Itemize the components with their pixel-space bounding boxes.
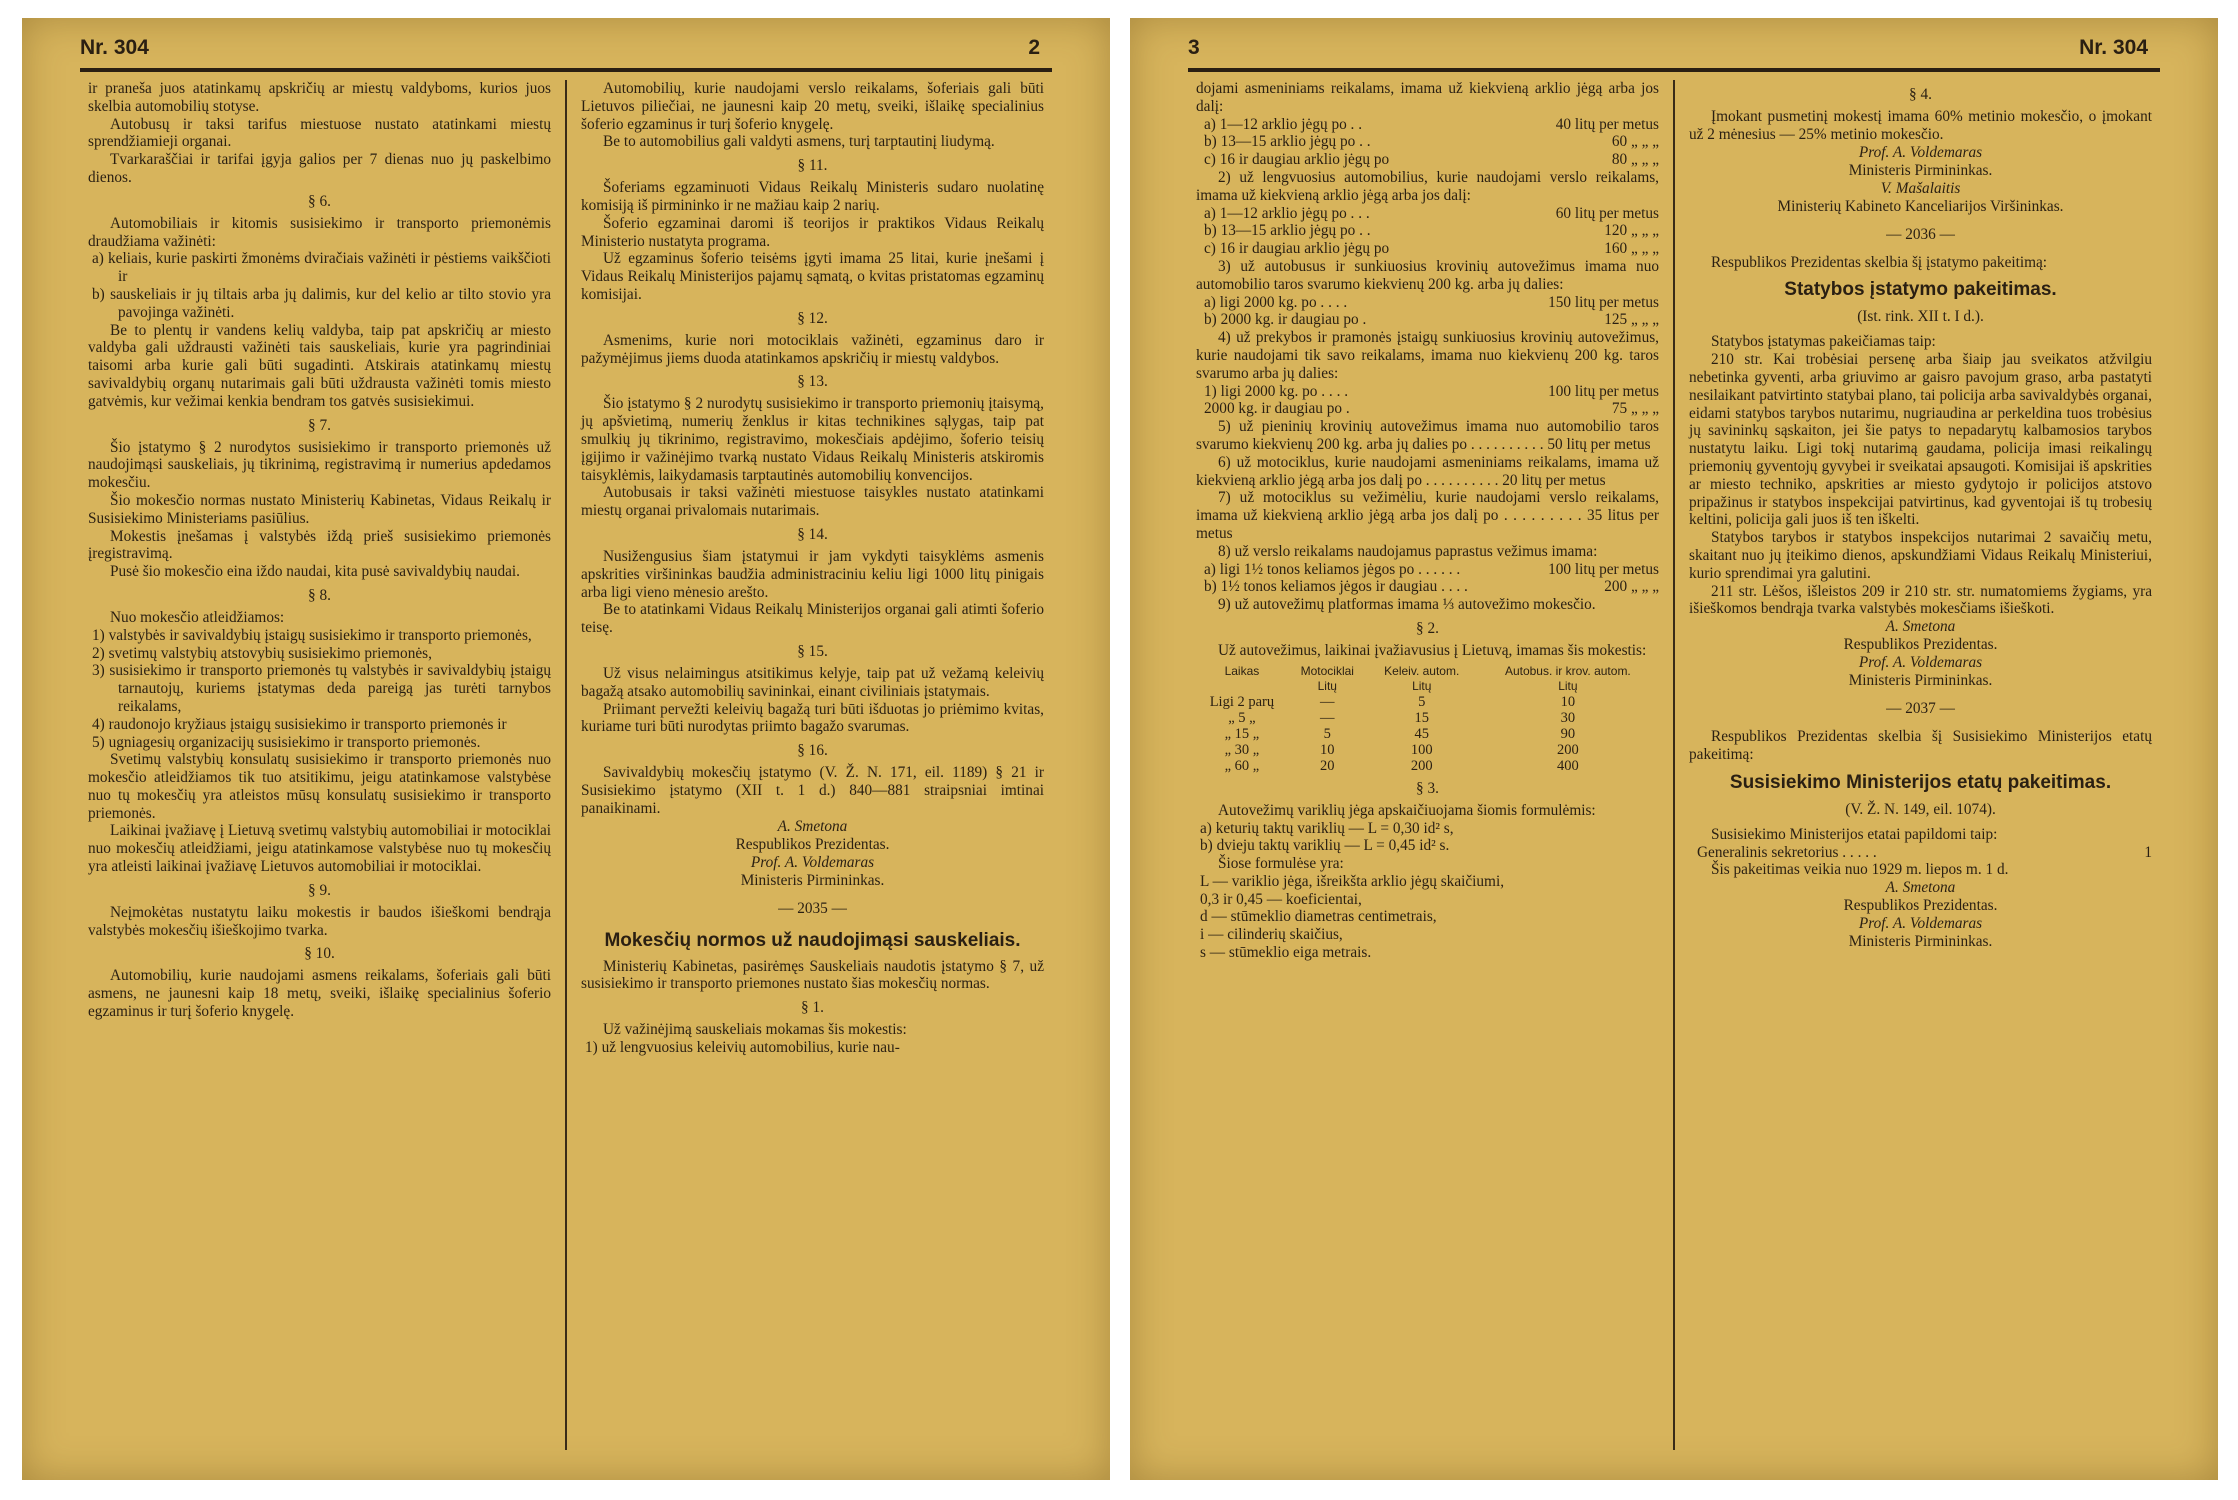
table-cell: — [1320, 709, 1335, 726]
paragraph: Šio įstatymo § 2 nurodytos susisiekimo ir transporto priemonės už naudojimąsi sauskeliais, jų tikrinimą, registravimą ir numerius apdedamos mokesčiu. [88, 438, 551, 492]
rate-value: 125 „ „ „ [1604, 311, 1659, 329]
table-row [1196, 758, 1659, 774]
table-row [1196, 742, 1659, 758]
left-page [22, 18, 1110, 1480]
rate-label: 1) ligi 2000 kg. po . . . . [1204, 382, 1349, 400]
signatory-title: Respublikos Prezidentas. [1843, 636, 1998, 654]
page-header [22, 28, 1110, 72]
table-cell: 15 [1414, 709, 1429, 726]
rate-label: c) 16 ir daugiau arklio jėgų po [1204, 240, 1390, 258]
list-item: L — variklio jėga, išreikšta arklio jėgų skaičiumi, [1200, 872, 1505, 890]
text-column-1 [80, 80, 559, 1450]
header-rule [1188, 68, 2160, 72]
rate-line [1689, 844, 2152, 862]
paragraph: Priimant pervežti keleivių bagažą turi būti išduotas jo priėmimo kvitas, kuriame turi būti nurodytas priimto bagažo svarumas. [581, 700, 1044, 736]
table-row [1196, 710, 1659, 726]
rate-line [1196, 133, 1659, 151]
table-cell: 10 [1320, 741, 1335, 758]
rate-line [1196, 205, 1659, 223]
paragraph: 4) už prekybos ir pramonės įstaigų sunkiuosius krovinių autovežimus, kurie naudojami tik savo reikalams, imama nuo kiekvienų 200 kg. taros svarumo arba jų dalies: [1196, 329, 1659, 382]
table-cell: 30 [1560, 709, 1576, 726]
paragraph: Be to automobilius gali valdyti asmens, turį tarptautinį liudymą. [603, 133, 995, 151]
table-cell: 20 [1320, 757, 1335, 774]
signatory-title: Ministerių Kabineto Kanceliarijos Viršininkas. [1777, 197, 2064, 215]
paragraph: Savivaldybių mokesčių įstatymo (V. Ž. N. 171, eil. 1189) § 21 ir Susisiekimo įstatymo (XII t. 1 d.) 840—881 straipsniai imtinai panaikinami. [581, 764, 1044, 817]
list-item: 2) svetimų valstybių atstovybių susisiekimo priemonės, [92, 644, 432, 662]
paragraph: 210 str. Kai trobėsiai persenę arba šiaip jau sveikatos atžvilgiu nebetinka gyventi, arba griuvimo ar gaisro pavojum graso, arba pastatyti nesilaikant patvirtinto statybai plano, tai policija arba savivaldybės organai, eidami statybos tarybos nutarimu, nugriaudina ar perkeldina tuos trobėsius jų savininkų sąskaiton, jei šie patys to nepadarytų kalbamosios tarybos nustatytu laiku. Ligi tokį nutarimą gaudama, policija imasi reikalingų priemonių gyventojų gyvybei ir sveikatai apsaugoti. Komisijai iš apskrities ar miesto techniko, apskrities ar miesto gydytojo ir policijos atstovo pripažinus ir statybos inspekcijai patvirtinus, kad gyventojai iš tų trobesių keltini, policija gali juos iš ten iškelti. [1689, 351, 2152, 529]
paragraph: Be to plentų ir vandens kelių valdyba, taip pat apskričių ar miesto valdyba gali uždrausti važinėti tais sauskeliais, kurie yra pagrindiniai taisomi arba kurie gali būti sugadinti. Atskirais atatinkamų miestų savivaldybių organų nutarimais gali būti uždrausta važinėti tomis miesto gatvėmis, kur vežimai kenkia bendram tos gatvės susisiekimui. [88, 321, 551, 410]
act-title: Susisiekimo Ministerijos etatų pakeitimas. [1729, 771, 2112, 793]
table-unit-row [1196, 679, 1659, 694]
rate-value: 100 litų per metus [1548, 382, 1659, 400]
signatory-name: A. Smetona [1885, 879, 1956, 897]
right-page [1130, 18, 2218, 1480]
section-heading: § 7. [308, 416, 331, 434]
paragraph: Svetimų valstybių konsulatų susisiekimo ir transporto priemonės nuo mokesčio atleidžiamos tik tuo atsitikimu, jeigu atatinkamose valstybėse nuo tų mokesčių yra atleistos mūsų konsulatų susisiekimo ir transporto priemonės. [88, 751, 551, 822]
paragraph: Statybos įstatymas pakeičiamas taip: [1711, 333, 1936, 351]
paragraph: 3) už autobusus ir sunkiuosius krovinių autovežimus imama nuo automobilio taros svarumo kiekvienų 200 kg. arba jų dalies: [1196, 257, 1659, 293]
paragraph: Tvarkaraščiai ir tarifai įgyja galios per 7 dienas nuo jų paskelbimo dienos. [88, 151, 551, 186]
rate-label: 2000 kg. ir daugiau po . [1204, 400, 1350, 418]
table-cell: 100 [1410, 741, 1433, 758]
rate-label: b) 13—15 arklio jėgų po . . [1204, 133, 1371, 151]
column-divider [1673, 80, 1675, 1450]
table-cell: „ 15 „ [1224, 725, 1260, 742]
signature-block [581, 818, 1044, 890]
section-heading: § 2. [1416, 619, 1439, 637]
rate-line [1196, 116, 1659, 134]
paragraph: Pusė šio mokesčio eina iždo naudai, kita pusė savivaldybių naudai. [110, 563, 520, 581]
act-title: Mokesčių normos už naudojimąsi sauskeliais. [604, 929, 1021, 951]
paragraph: Neįmokėtas nustatytu laiku mokestis ir baudos išieškomi bendrąja valstybės mokesčių išieškojimo tvarka. [88, 903, 551, 939]
act-number: — 2035 — [778, 899, 847, 917]
paragraph: 8) už verslo reikalams naudojamus paprastus vežimus imama: [1218, 542, 1598, 560]
paragraph: Respublikos Prezidentas skelbia šį įstatymo pakeitimą: [1711, 253, 2048, 271]
paragraph: Automobiliais ir kitomis susisiekimo ir transporto priemonėmis draudžiama važinėti: [88, 214, 551, 250]
list-item: 1) už lengvuosius keleivių automobilius, kurie nau- [585, 1038, 900, 1056]
signatory-title: Ministeris Pirmininkas. [1848, 933, 1993, 951]
list-item: a) keturių taktų variklių — L = 0,30 id² s, [1200, 819, 1454, 837]
table-cell: „ 60 „ [1224, 757, 1260, 774]
section-heading: § 4. [1909, 86, 1932, 103]
page-number: 2 [1028, 36, 1040, 59]
paragraph: 2) už lengvuosius automobilius, kurie naudojami verslo reikalams, imama už kiekvieną arklio jėgą arba jos dalį: [1196, 168, 1659, 204]
table-cell: 45 [1414, 725, 1429, 742]
rate-value: 150 litų per metus [1548, 293, 1659, 311]
table-cell: 90 [1560, 725, 1576, 742]
signatory-name: Prof. A. Voldemaras [1858, 654, 1983, 672]
table-row [1196, 726, 1659, 742]
list-item: i — cilinderių skaičius, [1200, 926, 1343, 944]
act-reference: (V. Ž. N. 149, eil. 1074). [1845, 800, 1996, 818]
paragraph: Šio mokesčio normas nustato Ministerių Kabinetas, Vidaus Reikalų ir Susisiekimo Ministeriams pasiūlius. [88, 491, 551, 527]
table-unit-cell: Litų [1412, 678, 1432, 693]
paragraph: Nuo mokesčio atleidžiamos: [110, 608, 285, 626]
rate-label: Generalinis sekretorius . . . . . [1697, 843, 1877, 861]
list-item: b) dvieju taktų variklių — L = 0,45 id² s. [1200, 837, 1450, 855]
section-heading: § 9. [308, 881, 331, 899]
signatory-title: Ministeris Pirmininkas. [1848, 161, 1993, 179]
signatory-name: Prof. A. Voldemaras [750, 853, 875, 871]
table-header-cell: Motociklai [1300, 663, 1354, 678]
rate-label: b) 13—15 arklio jėgų po . . [1204, 222, 1371, 240]
paragraph: Respublikos Prezidentas skelbia šį Susisiekimo Ministerijos etatų pakeitimą: [1689, 728, 2152, 763]
columns [1188, 80, 2160, 1450]
rate-line [1196, 222, 1659, 240]
paragraph: 6) už motociklus, kurie naudojami asmeniniams reikalams, imama už kiekvieną arklio jėgą arba jos dalį po . . . . . . . . . . 20 litų per metus [1196, 453, 1659, 489]
rate-value: 75 „ „ „ [1611, 400, 1659, 418]
paragraph: Už visus nelaimingus atsitikimus kelyje, taip pat už vežamą keleivių bagažą atsako automobilių savininkai, einant civiliniais įstatymais. [581, 664, 1044, 700]
rate-label: b) 1½ tonos keliamos jėgos ir daugiau . . . . [1204, 578, 1468, 596]
issue-number: Nr. 304 [2079, 36, 2148, 59]
columns [80, 80, 1052, 1450]
signatory-name: Prof. A. Voldemaras [1858, 143, 1983, 161]
table-header-cell: Autobus. ir krov. autom. [1504, 663, 1631, 678]
list-item: 0,3 ir 0,45 — koeficientai, [1200, 890, 1362, 908]
text-column-1 [1188, 80, 1667, 1450]
table-cell: 5 [1418, 693, 1426, 710]
list-item: d — stūmeklio diametras centimetrais, [1200, 908, 1437, 926]
paragraph: Šiose formulėse yra: [1218, 855, 1344, 873]
header-rule [80, 68, 1052, 72]
section-heading: § 10. [304, 945, 335, 963]
rate-line [1196, 383, 1659, 401]
rate-value: 160 „ „ „ [1604, 240, 1659, 258]
table-unit-cell: Litų [1317, 678, 1337, 693]
paragraph: 211 str. Lėšos, išleistos 209 ir 210 str. str. numatomiems žygiams, yra išieškomos bendrąja tvarka valstybės mokesčiams išieškoti. [1689, 582, 2152, 618]
paragraph: 7) už motociklus su vežimėliu, kurie naudojami verslo reikalams, imama už kiekvieną arklio jėgą arba jos dalį po . . . . . . . . . 35 litus per metus [1196, 489, 1659, 542]
paragraph: Autobusais ir taksi važinėti miestuose taisykles nustato atatinkami miestų organai privalomais nutarimais. [581, 484, 1044, 520]
table-cell: 200 [1410, 757, 1433, 774]
paragraph: Mokestis įnešamas į valstybės iždą prieš susisiekimo priemonės įregistravimą. [88, 527, 551, 563]
paragraph: Ministerių Kabinetas, pasirėmęs Sauskeliais naudotis įstatymo § 7, už susisiekimo ir transporto priemones nustato šias mokesčių normas. [581, 957, 1044, 993]
table-cell: „ 5 „ [1228, 709, 1256, 726]
table-header-cell: Laikas [1224, 663, 1260, 678]
paragraph: Šoferiams egzaminuoti Vidaus Reikalų Ministeris sudaro nuolatinę komisiją iš pirmininko ir ne mažiau kaip 2 narių. [581, 179, 1044, 214]
table-row [1196, 694, 1659, 710]
text-column-2 [573, 80, 1052, 1450]
paragraph: Šio įstatymo § 2 nurodytų susisiekimo ir transporto priemonių įtaisymą, jų apšvietimą, numerių ženklus ir kitas technikines sąlygas, taip pat smulkių jų tikrinimo, registravimo, mokesčiais apdėjimo, šoferio teisių įgijimo ir važinėjimo tvarką nustato Vidaus Reikalų Ministeris atskiromis taisyklėmis, laikydamasis tarptautinės automobilių konvencijos. [581, 395, 1044, 484]
paragraph: Šoferio egzaminai daromi iš teorijos ir praktikos Vidaus Reikalų Ministerio nustatyta programa. [581, 214, 1044, 250]
section-heading: § 3. [1416, 779, 1439, 797]
table-cell: 10 [1560, 693, 1576, 710]
paragraph: dojami asmeniniams reikalams, imama už kiekvieną arklio jėgą arba jos dalį: [1196, 80, 1659, 115]
paragraph: Autobusų ir taksi tarifus miestuose nustato atatinkami miestų sprendžiamieji organai. [88, 115, 551, 151]
rate-line [1196, 294, 1659, 312]
section-heading: § 15. [797, 642, 828, 660]
rate-label: a) ligi 1½ tonos keliamos jėgos po . . . . . . [1204, 560, 1461, 578]
rate-line [1196, 151, 1659, 169]
list-item: s — stūmeklio eiga metrais. [1200, 944, 1372, 962]
rate-value: 80 „ „ „ [1611, 151, 1659, 169]
rate-value: 120 „ „ „ [1604, 222, 1659, 240]
signatory-title: Respublikos Prezidentas. [1843, 897, 1998, 915]
paragraph: 5) už pieninių krovinių autovežimus imama nuo automobilio taros svarumo kiekvienų 200 kg. arba jų dalies po . . . . . . . . . . 50 litų per metus [1196, 418, 1659, 453]
signatory-title: Ministeris Pirmininkas. [740, 871, 885, 889]
page-header [1130, 28, 2218, 72]
list-item: b) sauskeliais ir jų tiltais arba jų dalimis, kur del kelio ar tilto stovio yra pavojinga važinėti. [92, 285, 551, 321]
rate-value: 100 litų per metus [1548, 560, 1659, 578]
section-heading: § 16. [797, 742, 828, 760]
paragraph: Automobilių, kurie naudojami asmens reikalams, šoferiais gali būti asmens, ne jaunesni kaip 18 metų, sveiki, išlaikę specialinius šoferio egzaminus ir turį šoferio knygelę. [88, 967, 551, 1021]
signatory-title: Ministeris Pirmininkas. [1848, 672, 1993, 690]
rate-value: 1 [2144, 843, 2152, 861]
section-heading: § 1. [801, 999, 824, 1017]
rate-value: 60 litų per metus [1555, 204, 1659, 222]
paragraph: Už važinėjimą sauskeliais mokamas šis mokestis: [603, 1021, 907, 1039]
table-header-cell: Keleiv. autom. [1384, 663, 1460, 678]
table-header-row [1196, 664, 1659, 679]
rate-label: b) 2000 kg. ir daugiau po . [1204, 311, 1367, 329]
paragraph: ir praneša juos atatinkamų apskričių ar miestų valdyboms, kurios juos skelbia automobilių stotyse. [88, 80, 551, 115]
rate-label: a) 1—12 arklio jėgų po . . [1204, 115, 1363, 133]
rates-table [1196, 664, 1659, 774]
paragraph: Nusižengusius šiam įstatymui ir jam vykdyti taisyklėms asmenis apskrities viršininkas baudžia administraciniu keliu ligi 1000 litų pinigais arba ligi vieno mėnesio arešto. [581, 547, 1044, 601]
paragraph: Asmenims, kurie nori motociklais važinėti, egzaminus daro ir pažymėjimus jiems duoda atatinkamos apskričių ir miestų valdybos. [581, 331, 1044, 367]
issue-number: Nr. 304 [80, 36, 149, 59]
column-divider [565, 80, 567, 1450]
text-column-2 [1681, 80, 2160, 1450]
signatory-name: A. Smetona [777, 817, 848, 835]
rate-label: a) 1—12 arklio jėgų po . . . [1204, 204, 1370, 222]
list-item: a) keliais, kurie paskirti žmonėms dviračiais važinėti ir pėstiems vaikščioti ir [92, 250, 551, 286]
table-unit-cell [1196, 679, 1288, 694]
paragraph: Autovežimų variklių jėga apskaičiuojama šiomis formulėmis: [1218, 801, 1596, 819]
rate-line [1196, 240, 1659, 258]
rate-line [1196, 561, 1659, 579]
act-number: — 2037 — [1886, 700, 1955, 718]
section-heading: § 13. [797, 373, 828, 391]
section-heading: § 12. [797, 309, 828, 327]
act-title: Statybos įstatymo pakeitimas. [1784, 279, 2057, 301]
section-heading: § 11. [797, 157, 828, 175]
paragraph: Be to atatinkami Vidaus Reikalų Ministerijos organai gali atimti šoferio teisę. [581, 601, 1044, 637]
table-unit-cell: Litų [1558, 678, 1578, 693]
paragraph: Susisiekimo Ministerijos etatai papildomi taip: [1711, 825, 1998, 843]
rate-line [1196, 311, 1659, 329]
signatory-title: Respublikos Prezidentas. [735, 835, 890, 853]
paragraph: Automobilių, kurie naudojami verslo reikalams, šoferiais gali būti Lietuvos piliečiai, ne jaunesni kaip 20 metų, sveiki, išlaikę specialinius šoferio egzaminus ir turį šoferio knygelę. [581, 80, 1044, 133]
signature-block [1689, 879, 2152, 951]
list-item: 1) valstybės ir savivaldybių įstaigų susisiekimo ir transporto priemonės, [92, 626, 532, 644]
rate-label: a) ligi 2000 kg. po . . . . [1204, 293, 1348, 311]
table-cell: „ 30 „ [1224, 741, 1260, 758]
rate-line [1196, 400, 1659, 418]
paragraph: Įmokant pusmetinį mokestį imama 60% metinio mokesčio, o įmokant už 2 mėnesius — 25% metinio mokesčio. [1689, 108, 2152, 143]
list-item: 5) ugniagesių organizacijų susisiekimo ir transporto priemonės. [92, 733, 481, 751]
act-reference: (Ist. rink. XII t. I d.). [1857, 308, 1984, 326]
table-cell: 400 [1556, 757, 1579, 774]
rate-value: 60 „ „ „ [1611, 133, 1659, 151]
rate-label: c) 16 ir daugiau arklio jėgų po [1204, 151, 1390, 169]
section-heading: § 14. [797, 525, 828, 543]
act-number: — 2036 — [1886, 225, 1955, 243]
signature-block [1689, 144, 2152, 216]
table-cell: 5 [1323, 725, 1331, 742]
paragraph: Šis pakeitimas veikia nuo 1929 m. liepos m. 1 d. [1711, 861, 2009, 879]
signatory-name: A. Smetona [1885, 618, 1956, 636]
paragraph: Už autovežimus, laikinai įvažiavusius į Lietuvą, imamas šis mokestis: [1218, 641, 1647, 659]
signatory-name: V. Mašalaitis [1880, 179, 1961, 197]
section-heading: § 8. [308, 586, 331, 604]
table-cell: — [1320, 693, 1335, 710]
signature-block [1689, 618, 2152, 690]
signatory-name: Prof. A. Voldemaras [1858, 915, 1983, 933]
rate-value: 200 „ „ „ [1604, 578, 1659, 596]
rate-value: 40 litų per metus [1555, 115, 1659, 133]
table-cell: Ligi 2 parų [1209, 693, 1275, 710]
paragraph: Statybos tarybos ir statybos inspekcijos nutarimai 2 savaičių metu, skaitant nuo jų įteikimo dienos, apskundžiami Vidaus Reikalų Ministeriui, kurio sprendimai yra galutini. [1689, 529, 2152, 582]
table-cell: 200 [1556, 741, 1579, 758]
rate-line [1196, 578, 1659, 596]
list-item: 4) raudonojo kryžiaus įstaigų susisiekimo ir transporto priemonės ir [92, 715, 507, 733]
paragraph: Laikinai įvažiavę į Lietuvą svetimų valstybių automobiliai ir motociklai nuo mokesčių atleidžiami, jeigu atatinkamose valstybėse nuo tų mokesčių yra atleisti laikinai įvažiavę Lietuvos automobiliai ir motociklai. [88, 822, 551, 876]
section-heading: § 6. [308, 192, 331, 210]
page-number: 3 [1188, 36, 1200, 59]
paragraph: 9) už autovežimų platformas imama ⅓ autovežimo mokesčio. [1218, 596, 1596, 614]
list-item: 3) susisiekimo ir transporto priemonės tų valstybės ir savivaldybių įstaigų tarnautojų, kuriems įstatymas deda pareigą jas turėti tarnybos reikalams, [92, 662, 551, 715]
paragraph: Už egzaminus šoferio teisėms įgyti imama 25 litai, kurie įnešami į Vidaus Reikalų Ministerijos pajamų sąmatą, o kvitas pristatomas egzaminų komisijai. [581, 250, 1044, 303]
